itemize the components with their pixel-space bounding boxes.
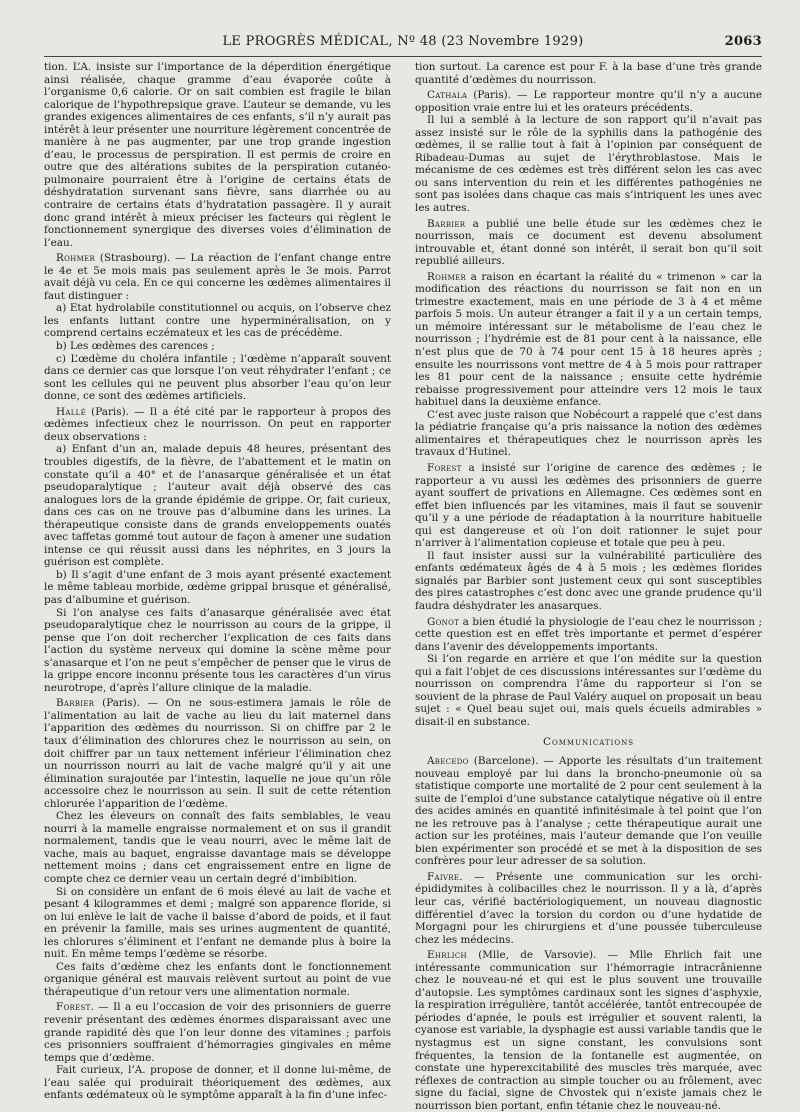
paragraph-text: Chez les éleveurs on connaît des faits semblables, le veau nourri à la mamelle engraisse normalement et on sus il grandit normalement, tandis que le veau nourri, avec le même lait de vache, mais au baquet, engraisse davantage mais se développe nettement moins ; dans cet engraissement entre en ligne de compte chez ce dernier veau un certain degré d’imbibition. [44,810,391,885]
paragraph [415,114,762,214]
speaker-paragraph [44,406,391,444]
speaker-name: Barbier [427,217,466,230]
speaker-name: Faivre [427,870,460,883]
paragraph [415,653,762,728]
paragraph-text: (Paris). — Il a été cité par le rapporteur à propos des œdèmes infectieux chez le nourrisson. On peut en rapporter deux observations : [44,405,391,443]
speaker-name: Rohmer [427,270,467,283]
speaker-paragraph [415,949,762,1112]
paragraph [415,550,762,613]
article-columns [44,61,762,1112]
paragraph-text: a publié une belle étude sur les œdèmes chez le nourrisson, mais ce document est devenu absolument introuvable et, étant donné son intérêt, il serait bon qu’il soit republié ailleurs. [415,217,762,268]
speaker-name: Ehrlich [427,949,467,962]
paragraph-text: (Strasbourg). — La réaction de l’enfant change entre le 4e et 5e mois mais pas seulement après le 3e mois. Parrot avait déjà vu cela. En ce qui concerne les œdèmes alimentaires il faut distinguer : [44,252,391,302]
paragraph [44,1064,391,1102]
paragraph [44,886,391,961]
paragraph-text: b) Les œdèmes des carences ; [56,340,215,353]
paragraph-text: Si on considère un enfant de 6 mois élevé au lait de vache et pesant 4 kilogrammes et demi ; malgré son apparence floride, si on lui enlève le lait de vache il baisse d’abord de poids, et il faut en prévenir la famille, mais ses urines augmentent de quantité, les chlorures s’éliminent et l’enfant ne demande plus à boire la nuit. En même temps l’œdème se résorbe. [44,885,391,961]
paragraph-text: tion. L’A. insiste sur l’importance de la déperdition énergétique ainsi réalisée, chaque gramme d’eau évaporée coûte à l’organisme 0,6 calorie. Or on sait combien est fragile le bilan calorique de l’hypothrepsique grave. L’auteur se demande, vu les grandes exigences alimentaires de ces enfants, s’il n’y aurait pas intérêt à leur présenter une nourriture légèrement concentrée de manière à ne pas augmenter, par une trop grande ingestion d’eau, le processus de perspiration. Il est permis de croire en outre que des altérations subites de la perspiration cutanéo-pulmonaire pourraient être à l’origine de certains états de déshydratation survenant sans fièvre, sans diarrhée ou au contraire de certains états d’hydratation passagère. Il y aurait donc grand intérêt à mieux préciser les facteurs qui règlent le fonctionnement synergique des diverses voies d’élimination de l’eau. [44,61,391,249]
paragraph-text: a raison en écartant la réalité du « trimenon » car la modification des réactions du nourrisson se fait non en un trimestre exactement, mais en une période de 3 à 4 et même parfois 5 mois. Un auteur étranger a fait il y a un certain temps, un mémoire intéressant sur le métabolisme de l’eau chez le nourrisson ; l’hydrémie est de 81 pour cent à la naissance, elle n’est plus que de 70 à 74 pour cent 15 à 18 heures après ; ensuite les nourrissons vont mettre de 4 à 5 mois pour rattraper les 81 pour cent de la naissance ; ensuite cette hydrémie rebaisse progressivement pour atteindre vers 12 mois le taux habituel dans la deuxième enfance. [415,270,762,409]
paragraph-text: Si l’on regarde en arrière et que l’on médite sur la question qui a fait l’objet de ces discussions intéressantes sur l’œdème du nourrisson on comprendra l’âme du rapporteur si l’on se souvient de la phrase de Paul Valéry auquel on proposait un beau sujet : « Quel beau sujet oui, mais quels écueils admirables » disait-il en substance. [415,653,762,728]
speaker-paragraph [415,271,762,409]
right-column [415,61,762,1112]
paragraph-text: tion surtout. La carence est pour F. à la base d’une très grande quantité d’œdèmes du nourrisson. [415,61,762,86]
paragraph-text: Si l’on analyse ces faits d’anasarque généralisée avec état pseudoparalytique chez le nourrisson au cours de la grippe, il pense que l’on doit rechercher l’explication de ces faits dans l’action du système nerveux qui domine la scène même pour s’anasarque et l’on ne peut s’empêcher de penser que le virus de la grippe encore inconnu présente tous les caractères d’un virus neurotrope, d’après l’allure clinique de la maladie. [44,606,391,694]
speaker-paragraph [44,252,391,302]
paragraph-text: a insisté sur l’origine de carence des œdèmes ; le rapporteur a vu aussi les œdèmes des prisonniers de guerre ayant souffert de privations en Allemagne. Ces œdèmes sont en effet bien influencés par les vitamines, mais il faut se souvenir qu’il y a une période de réadaptation à la nourriture habituelle qui est dangereuse et où l’on doit rationner le sujet pour n’arriver à l’alimentation copieuse et totale que peu à peu. [415,461,762,550]
paragraph-text: Il faut insister aussi sur la vulnérabilité particulière des enfants œdémateux âgés de 4 à 5 mois ; les œdèmes florides signalés par Barbier sont justement ceux qui sont susceptibles des pires catastrophes c’est donc avec une grande prudence qu’il faudra déshydrater les anasarques. [415,549,762,612]
paragraph-text: . — Il a eu l’occasion de voir des prisonniers de guerre revenir présentant des œdèmes énormes disparaissant avec une grande rapidité dès que l’on leur donne des vitamines ; parfois ces prisonniers souffraient d’hémorragies gingivales en même temps que d’œdème. [44,1001,391,1064]
paragraph-text: . — Présente une communication sur les orchi-épididymites à colibacilles chez le nourrisson. Il y a là, d’après leur cas, vérifié bactériologiquement, un nouveau diagnostic différentiel d’avec la torsion du cordon ou d’une hydatide de Morgagni pour les chirurgiens et d’une poussée tuberculeuse chez les médecins. [415,870,762,946]
speaker-name: Gonot [427,615,460,628]
speaker-paragraph [44,697,391,810]
paragraph-text: a) Etat hydrolabile constitutionnel ou acquis, on l’observe chez les enfants luttant contre une hyperminéralisation, on y comprend certains eczémateux et les cas de précédème. [44,302,391,340]
paragraph-text: (Mlle, de Varsovie). — Mlle Ehrlich fait une intéressante communication sur l’hémorragie intracrânienne chez le nouveau-né et qui est le plus souvent une trouvaille d’autopsie. Les symptômes cardinaux sont les signes d’asphyxie, la respiration irrégulière, tantôt accélérée, tantôt entrecoupée de périodes d’apnée, le pouls est irrégulier et souvent ralenti, la cyanose est variable, la dysphagie est aussi variable tandis que le nystagmus est un signe constant, les convulsions sont fréquentes, la tension de la fontanelle est augmentée, on constate une hyperexcitabilité des muscles très marquée, avec réflexes de contraction au simple toucher ou au frôlement, avec signe du facial, signe de Chvostek qui n’existe jamais chez le nourrisson bien portant, enfin tétanie chez le nouveau-né. [415,949,762,1112]
paragraph-text: a) Enfant d’un an, malade depuis 48 heures, présentant des troubles digestifs, de la fièvre, de l’abattement et le matin on constate qu’il a 40° et de l’anasarque généralisée et un état pseudoparalytique ; l’auteur avait déjà observé des cas analogues lors de la grande épidémie de grippe. Or, fait curieux, dans ces cas on ne trouve pas d’albumine dans les urines. La thérapeutique consiste dans de grands enveloppements ouatés avec taffetas gommé tout autour de façon à amener une sudation intense ce qui réussit aussi dans les néphrites, en 3 jours la guérison est complète. [44,443,391,569]
paragraph-text: Fait curieux, l’A. propose de donner, et il donne lui-même, de l’eau salée qui produirait théoriquement des œdèmes, aux enfants œdémateux où le symptôme apparaît à la fin d’une infec- [44,1064,391,1102]
page-number: 2063 [724,34,762,49]
speaker-paragraph [415,755,762,868]
speaker-name: Barbier [56,697,95,710]
paragraph-text: Il lui a semblé à la lecture de son rapport qu’il n’avait pas assez insisté sur le rôle de la syphilis dans la pathogénie des œdèmes, il se rallie tout à fait à l’opinion par conséquent de Ribadeau-Dumas au sujet de l’érythroblastose. Mais le mécanisme de ces œdèmes est très différent selon les cas avec ou sans intervention du rein et les différentes pathogénies ne sont pas isolées dans chaque cas mais s’intriquent les unes avec les autres. [415,114,762,215]
speaker-name: Rohmer [56,252,96,265]
speaker-paragraph [415,871,762,946]
paragraph [44,302,391,340]
speaker-paragraph [415,462,762,550]
paragraph-text: c) L’œdème du choléra infantile ; l’œdème n’apparaît souvent dans ce dernier cas que lorsque l’on veut réhydrater l’enfant ; ce sont les cellules qui ne peuvent plus absorber l’eau qu’on leur donne, ce sont des œdèmes artificiels. [44,352,391,403]
paragraph-text: C’est avec juste raison que Nobécourt a rappelé que c’est dans la pédiatrie française qu’a pris naissance la notion des œdèmes alimentaires et thérapeutiques chez le nourrisson après les travaux d’Hutinel. [415,408,762,459]
paragraph-text: b) Il s’agit d’une enfant de 3 mois ayant présenté exactement le même tableau morbide, œdème grippal brusque et généralisé, pas d’albumine et guérison. [44,568,391,606]
speaker-name: Forest [427,461,462,474]
paragraph [415,409,762,459]
paragraph-text: a bien étudié la physiologie de l’eau chez le nourrisson ; cette question est en effet très importante et permet d’espérer dans l’avenir des développements importants. [415,615,762,653]
paragraph [44,607,391,695]
speaker-paragraph [415,616,762,654]
speaker-name: Cathala [427,89,468,102]
paragraph [44,443,391,568]
speaker-paragraph [44,1001,391,1064]
section-heading: Communications [542,736,635,749]
running-head [44,34,762,57]
paragraph [44,569,391,607]
paragraph [44,61,391,249]
left-column [44,61,391,1112]
paragraph [44,961,391,999]
paragraph [44,340,391,353]
paragraph-text: (Paris). — On ne sous-estimera jamais le rôle de l’alimentation au lait de vache au lieu du lait maternel dans l’apparition des œdèmes du nourrisson. Si on chiffre par 2 le taux d’élimination des chlorures chez le nourrisson au sein, on doit chiffrer par un taux nettement inférieur l’élimination chez un nourrisson nourri au lait de vache malgré qu’il y ait une élimination surajoutée par l’intestin, laquelle ne joue qu’un rôle accessoire chez le nourrisson au sein. Il suit de cette rétention chlorurée l’apparition de l’œdème. [44,697,391,810]
speaker-name: Abecedo [427,754,469,767]
journal-title: LE PROGRÈS MÉDICAL, Nº 48 (23 Novembre 1929) [222,34,584,49]
speaker-name: Forest [56,1001,91,1014]
speaker-paragraph [415,89,762,114]
speaker-name: Hallé [56,405,87,418]
paragraph [44,810,391,885]
paragraph-text: Ces faits d’œdème chez les enfants dont le fonctionnement organique général est mauvais relèvent surtout au point de vue thérapeutique d’un retour vers une alimentation normale. [44,960,391,998]
paragraph [44,353,391,403]
paragraph-text: (Paris). — Le rapporteur montre qu’il n’y a aucune opposition vraie entre lui et les orateurs précédents. [415,89,762,114]
speaker-paragraph [415,218,762,268]
paragraph [415,61,762,86]
paragraph-text: (Barcelone). — Apporte les résultats d’un traitement nouveau employé par lui dans la broncho-pneumonie où sa statistique comporte une mortalité de 2 pour cent seulement à la suite de l’emploi d’une substance catalytique négative où il entre des acides aminés en quantité infinitésimale à tel point que l’on ne les retrouve pas à l’analyse ; cette thérapeutique aurait une action sur les protéines, mais l’auteur demande que l’on veuille bien expérimenter son procédé et se met à la disposition de ses confrères pour leur adresser de sa solution. [415,754,762,868]
